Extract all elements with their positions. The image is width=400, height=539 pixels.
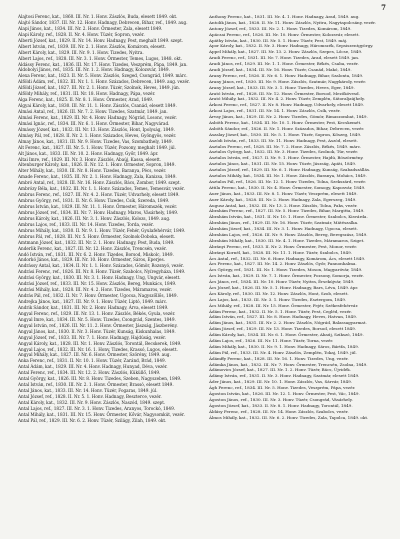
list-item: Asztalos Pál, ref., 1826. III. Nr. 12. 1. Honv. Tizedes, Tolna, Szekszárd, vezér. <box>209 178 367 184</box>
list-item: Andó István, ref., 1831. III. Nr. 6. 2. Honv. Tizedes, Borsod, Miskolc, 1849. <box>18 251 174 257</box>
list-item: Asztalos Mihály, kat., 1834. III. Nr. 1. Honv. Zászlós, Baranya, Mohács, 1849. <box>209 173 367 179</box>
list-item: Algyai Károly, kat., 1830. III. Nr. 11. 1. Honv. Zászlós, Csanád, elesett 1849. <box>18 103 177 109</box>
list-item: Ács Károly, ref., 1830. III. Nr. 12. Honv. Zászlós, Hont, Szob, elesett. <box>209 290 349 296</box>
list-item: Apor Károly, kat., 1832. II. Nr. 3. Honv. Hadnagy, Háromszék, Sepsiszentgyörgy. <box>209 43 374 49</box>
list-item: Asztalos József, ref., 1829. III. Nr. 6. 1. Honv. Hadnagy, Kunság, Szabadszállás. <box>209 167 371 173</box>
list-item: Angyal Ferenc, ref., 1829. III. Nr. 13. 1. Honv. Zászlós, Békés, Gyula, vezér. <box>18 310 176 316</box>
list-item: Angyal Mihály, kat., 1827. III. Nr. 6. Honv. Őrmester, Szörény, 1849. aug. <box>18 352 171 358</box>
list-item: Albert Károly, kat., 1829. III. Nr. 9. 1. Honv. Tizedes, Nyitra. <box>18 49 144 55</box>
list-item: Antal Mihály, kat., 1831. III. Nr. 15. Honv. Őrmester, Kővár, Nagysomkút, vezér. <box>18 411 185 417</box>
list-item: Antal Pál, ref., 1829. III. Nr. 6. 2. Honv. Tüzér, Szilágy, Zilah, 1849. okt. <box>18 417 167 423</box>
list-item: Albert István, ref., 1839. III. Nr. 2. 1. Honv. Zászlós, Komárom, elesett. <box>18 43 166 49</box>
list-item: Asbóth Sándor, ref., 1826. II. Nr. 1. Honv. Százados, Bihar, Debrecen, vezér. <box>209 125 365 131</box>
list-item: Asbóth Ferenc, kat., 1834. III. Nr. 10. 1. Honv. Őrmester, Pest, Kecskemét. <box>209 120 362 126</box>
list-item: Aldássy Ferenc, kat., 1836. III. Nr. 17. Honv. Tizedes, Veszprém, Pápa, 1849. jan. <box>18 61 188 67</box>
list-item: Aradi József, kat., 1834. III. Nr. 16. Honv. Tüzér, Csanád, Makó, 1849. <box>209 67 352 73</box>
list-item: Almay János, kat., 1831. III. Nr. 9. Honv. Tizedes, Vas, Szombathely, 1849. <box>18 138 173 144</box>
list-item: Alföldy Mihály, ref., 1831. III. Nr. 18. Honv. Hadnagy, Pápa, vezér. <box>18 91 156 97</box>
list-item: Ádám Ferenc, kat., 1832. II. Nr. 5. 1. Honv. Tüzér, Pest, Cegléd, vezér. <box>209 308 352 314</box>
list-item: Árkosi Ferenc, ref., 1827. II. Nr. 8. Honv. Hadnagy, Udvarhely, elesett 1849. <box>209 102 365 108</box>
list-item: Amtmann József, kat., 1832. III. Nr. 2. 1. Honv. Hadnagy, Pest, Buda, 1849. <box>18 239 175 245</box>
list-item: Apáthy István, kat., 1830. III. Nr. 5. 1. Honv. Tüzér, Pest, 1849. máj. <box>209 37 348 43</box>
list-item: Alajtosi Ferenc, kat., 1860. III. Nr. 1. Honv. Zászlós, Buda, elesett 1849. okt. <box>18 14 178 19</box>
list-item: Auer Károly, kat., 1828. III. Nr. 2. Honv. Hadnagy, Zala, Egerszeg, 1849. <box>209 196 357 202</box>
right-column <box>209 14 392 534</box>
list-item: Andrási György, kat., 1830. III. Nr. 3. 1. Honv. Hadnagy, Ung, Ungvár, elesett. <box>18 275 181 281</box>
list-item: Ambrózy Béla, kat., 1832. III. Nr. 1. 1. Honv. Százados, Temes, Temesvár, vezér. <box>18 186 185 192</box>
list-item: Ádám Károly, kat., 1834. III. Nr. 6. 1. Honv. Őrmester, Abaúj, Szikszó, 1849. <box>209 332 364 338</box>
list-item: Anka Ferenc, ref., 1831. II. Nr. 10. 1. Honv. Tüzér, Zaránd, Brád, 1849. <box>18 358 167 364</box>
list-item: Alter Mihály, kat., 1830. III. Nr. 8. Honv. Tizedes, Baranya, Pécs, vezér. <box>18 168 167 174</box>
list-item: Arany Ferenc, ref., 1826. II. Nr. 6. 1. Honv. Hadnagy, Bihar, Szalonta, 1849. <box>209 72 364 78</box>
list-item: Ács József, kat., 1826. III. Nr. 5. 1. Honv. Hadnagy, Bars, Léva, 1849. ápr. <box>209 284 359 290</box>
list-item: Angyal Lajos, ref., 1832. III. Nr. 16. 1. Honv. Tizedes, Krassó, Lugos, elesett. <box>18 346 178 352</box>
list-item: Ambrus György, ref., 1831. II. Nr. 6. Honv. Tizedes, Csík, Szereda, 1849. <box>18 198 170 204</box>
list-item: Ács Mihály, ref., 1828. III. Nr. 15. Honv. Őrmester, Fejér, Székesfehérvár. <box>209 302 359 308</box>
list-item: Alajtó Sándor, 1837. III. Nr. 12. Honv. Hadnagy, Debrecen, Bihar, ref., 1849. aug. <box>18 19 188 25</box>
list-item: Árkosi Lajos, ref., 1831. III. Nr. 14. 1. Honv. Zászlós, Csík, vezér. <box>209 108 341 114</box>
list-item: Ábrahám Ferenc, ref., 1827. III. Nr. 5. Honv. Tizedes, Bihar, Margitta, 1849. <box>209 208 365 214</box>
list-item: Ambrus Lajos, ref., 1833. III. Nr. 14. Honv. Tizedes, Torda, vezér. <box>18 221 154 227</box>
list-item: Ábrányi Ferenc, ref., 1833. II. Nr. 2. Honv. Őrmester, Pest, Monor, vezér. <box>209 243 358 249</box>
list-item: Andrási József, ref., 1833. III. Nr. 15. Honv. Zászlós, Bereg, Munkács, 1849. <box>18 281 177 287</box>
list-item: Antal Lajos, ref., 1827. III. Nr. 3. 1. Honv. Tizedes, Aranyos, Torockó, 1849. <box>18 405 176 411</box>
list-item: Ács Lajos, kat., 1833. III. Nr. 3. 1. Honv. Tizedes, Esztergom, 1849. <box>209 296 347 302</box>
list-item: Almásy Pál, ref., 1828. II. Nr. 2. 1. Honv. Százados, Heves, Gyöngyös, vezér. <box>18 132 177 138</box>
list-item: Albert Lajos, ref., 1828. III. Nr. 3. 1. Honv. Őrmester, Temes, Lugos, 1848. okt. <box>18 55 183 61</box>
list-item: Asztalos György, kat., 1832. III. Nr. 3. Honv. Tizedes, Szolnok, Túr, vezér. <box>209 149 359 155</box>
list-item: Antony József, ref., 1833. III. Nr. 2. 1. Honv. Tizedes, Komárom, 1849. <box>209 25 352 31</box>
list-item: Antal Ferenc, ref., 1834. III. Nr. 12. 2. Honv. Zászlós, Küküllő, 1849. <box>18 370 161 376</box>
list-item: Árvay János, kat., 1829. III. Nr. 2. Honv. Tizedes, Gömör, Rimaszombat, 1849. <box>209 114 368 120</box>
list-item: Áldásy Ferenc, ref., 1828. III. Nr. 14. Honv. Zászlós, Szabolcs, vezér. <box>209 408 349 414</box>
list-item: Andorkó János, kat., 1829. III. Nr. 10. Honv. Őrmester, Sáros, Eperjes. <box>18 257 166 263</box>
list-item: Angyal János, kat., 1830. II. Nr. 3. Honv. Tüzér, Kunság, Kiskunhalas, 1849. <box>18 328 176 334</box>
list-item: Arató István, ref., 1828. III. Nr. 12. Honv. Őrmester, Borsod, Mezőkövesd. <box>209 90 360 96</box>
list-item: Antolik János, kat., 1828. II. Nr. 11. Honv. Zászlós, Nyitra, Nagytapolcsány, vezér. <box>209 19 376 25</box>
list-item: Anderlik Ferenc, kat., 1827. III. Nr. 12. Honv. Zászlós, Trencsén, vezér. <box>18 245 167 251</box>
list-item: Angyal József, ref., 1833. III. Nr. 7. 1. Honv. Hadnagy, Hajdúság, vezér. <box>18 334 166 340</box>
list-item: Ágoston János, ref., 1830. III. Nr. 3. Honv. Tüzér, Csongrád, Vásárhely. <box>209 396 353 402</box>
list-item: Arany János, ref., 1830. III. Nr. 9. Honv. Zászlós, Szatmár, Nagykároly, vezér. <box>209 78 367 84</box>
list-item: Ágh Ferenc, ref., 1834. III. Nr. 5. Honv. Tizedes, Veszprém, Pápa, vezér. <box>209 385 356 391</box>
list-item: Almási Ferenc, kat., 1829. III. Nr. 4. Honv. Hadnagy, Nógrád, Losonc, vezér. <box>18 114 177 120</box>
left-column <box>18 14 201 534</box>
list-item: Antal István, ref., 1830. III. Nr. 2. 1. Honv. Őrmester, Brassó, elesett 1849. <box>18 382 174 388</box>
list-item: Alföldi Ádám, ref., 1832. III. Nr. 1. 1. Honv. Százados, Debrecen, 1849. aug. vezér. <box>18 79 190 85</box>
list-item: Ács István, kat., 1829. II. Nr. 7. 1. Honv. Őrmester, Pozsony, Somorja, vezér. <box>209 273 364 279</box>
list-item: Aldobolyi János, ref., 1835. III. Nr. 1. 2. Honv. Hadnagy, Kolozsvár, 1849. <box>18 67 170 73</box>
list-item: Auer János, kat., 1833. III. Nr. 8. 1. Honv. Tüzér, Veszprém, elesett 1849. <box>209 190 358 196</box>
list-item: Anthony Ferenc, kat., 1831. III. Nr. 4. 1. Honv. Hadnagy, Arad, 1849. aug. <box>209 14 360 19</box>
list-item: Ádám Mihály, kat., 1830. II. Nr. 9. 1. Honv. Hadnagy, Sáros, Bártfa, 1849. <box>209 343 359 349</box>
list-item: Appel Mihály, kat., 1827. III. Nr. 13. 2. Honv. Zászlós, Szepes, Lőcse, 1849. <box>209 49 363 55</box>
list-item: Asztalos Ferenc, ref., 1828. III. Nr. 7. 2. Honv. Zászlós, Békés, 1849. márc. <box>209 143 362 149</box>
list-item: Andrejka János, kat., 1827. III. Nr. 9. 1. Honv. Tüzér, Liptó, 1849. márc. <box>18 299 168 304</box>
list-item: Andrássy Antal, kat., 1834. II. Nr. 1. 1. Honv. Százados, Gömör, Rozsnyó, vezér. <box>18 263 184 269</box>
list-item: Ádám János, kat., 1831. III. Nr. 2. 2. Honv. Zászlós, Nógrád, Balassagyarmat. <box>209 320 367 326</box>
list-item: Ács György, ref., 1831. III. Nr. 1. Honv. Tizedes, Moson, Magyaróvár, 1849. <box>209 267 363 273</box>
list-item: Ambrus Mihály, kat., 1830. II. Nr. 9. 1. Honv. Tüzér, Fehér, Gyulafehérvár, 1849. <box>18 227 186 233</box>
list-item: Antal József, ref., 1828. II. Nr. 5. 1. Honv. Hadnagy, Beszterce, vezér. <box>18 394 162 399</box>
list-item: Ádámka János, kat., 1832. III. Nr. 7. Honv. Őrmester, Trencsén, Zsolna, 1849. <box>209 361 368 367</box>
list-item: Ács Ferenc, kat., 1827. III. Nr. 14. 2. Honv. Zászlós, Győr, Pannonhalma. <box>209 261 357 267</box>
list-item: Attila Ferenc, kat., 1830. II. Nr. 4. Honv. Őrmester, Somogy, Kaposvár, 1849. <box>209 184 366 190</box>
list-item: Apáczai Ferenc, ref., 1826. III. Nr. 10. Honv. Őrmester, Kolozsvár, elesett. <box>209 31 360 37</box>
list-item: Antal Ádám, kat., 1829. III. Nr. 4. Honv. Hadnagy, Hunyad, Déva, vezér. <box>18 364 168 370</box>
list-item: Ádámffy Ferenc, kat., 1828. III. Nr. 16. 1. Honv. Tizedes, Ung, vezér. <box>209 355 349 361</box>
page-number: 7 <box>381 3 386 12</box>
list-item: Ábrányi Kornél, kat., 1828. III. Nr. 11. 1. Honv. Tüzér, Szabolcs, 1849. <box>209 249 352 255</box>
list-item: Ábrahám János, ref., 1829. III. Nr. 16. Honv. Tüzér, Szatmár, Mátészalka. <box>209 220 359 226</box>
list-item: Ádám Lajos, ref., 1826. III. Nr. 11. Honv. Tüzér, Torna, vezér. <box>209 337 334 343</box>
list-item: Almási Ignác, ref., 1834. III. Nr. 6. 1. Honv. Őrmester, Bihar, Nagyvárad. <box>18 120 170 126</box>
list-item: Ács Antal, ref., 1832. III. Nr. 6. Honv. Hadnagy, Komárom, Ács, elesett 1849. <box>209 255 366 261</box>
list-item: Ádám István, ref., 1827. III. Nr. 8. Honv. Hadnagy, Heves, Hatvan, 1849. <box>209 314 357 320</box>
list-item: Alga Ferenc, kat., 1825. II. Nr. 8. 1. Honv. Őrmester, Arad, 1849. <box>18 97 154 103</box>
list-item: Angyal István, ref., 1826. III. Nr. 11. 2. Honv. Őrmester, Jászság, Jászberény. <box>18 322 178 328</box>
list-item: Altenburger Károly, kat., 1826. II. Nr. 12. 1. Honv. Őrmester, Sopron, 1849. <box>18 162 176 168</box>
list-item: Almássy József, kat., 1832. III. Nr. 13. Honv. Zászlós, Hont, Ipolyság, 1849. <box>18 126 175 132</box>
list-item: Ambrus József, ref., 1834. III. Nr. 7. Honv. Hadnagy, Maros, Vásárhely, 1849. <box>18 209 179 215</box>
list-item: Angyal Károly, kat., 1828. III. Nr. 1. Honv. Zászlós, Torontál, Becskerek, 1849. <box>18 340 182 346</box>
list-item: Ágoston István, kat., 1826. III. Nr. 12. 1. Honv. Őrmester, Pest, Vác, 1849. <box>209 391 360 396</box>
list-item: Ambró Antal, ref., 1828. III. Nr. 16. Honv. Zászlós, Bács, Zombor, 1849. szept. <box>18 180 181 186</box>
list-item: Ágoston József, kat., 1833. II. Nr. 8. 1. Honv. Hadnagy, Torontál, 1849. <box>209 402 353 408</box>
list-item: Asztalos István, ref., 1827. II. Nr. 9. 1. Honv. Őrmester, Hajdú, Böszörmény. <box>209 155 364 161</box>
list-item: Ács János, ref., 1834. III. Nr. 10. Honv. Tüzér, Nyitra, Érsekújvár, 1849. <box>209 279 355 285</box>
list-item: Asztalos János, kat., 1831. III. Nr. 15. Honv. Tüzér, Jászság, Apáti, 1849. <box>209 161 357 167</box>
list-item: Alberti József, kat., 1829. II. Nr. 14. Honv. Hadnagy, Pest, meghalt 1849. szept. <box>18 37 184 43</box>
list-item: Aszalay József, kat., 1830. III. Nr. 5. 1. Honv. Tüzér, Sopron, Kőszeg, 1849. <box>209 131 362 137</box>
list-item: Alt János, kat., 1833. III. Nr. 10. 2. Honv. Hadnagy, Győr, 1849. ápr. <box>18 150 159 156</box>
list-item: Antal János, kat., 1833. III. Nr. 14. Honv. Tüzér, Fogaras, 1849. júl. <box>18 388 158 394</box>
list-item: Angyal Imre, kat., 1834. III. Nr. 5. Honv. Tizedes, Csongrád, Szentes, 1849. <box>18 316 176 322</box>
list-item: Aradi János, ref., 1829. III. Nr. 1. 1. Honv. Őrmester, Békés, Csaba, vezér. <box>209 61 359 67</box>
list-item: Ábrahám József, kat., 1834. III. Nr. 3. 1. Honv. Hadnagy, Ugocsa, elesett. <box>209 226 358 232</box>
list-item: Antal György, kat., 1826. III. Nr. 8. Honv. Tizedes, Szeben, Nagyszeben, 1849. <box>18 376 182 382</box>
list-item: Ábrahám István, kat., 1831. II. Nr. 10. 1. Honv. Őrmester, Szabolcs, Kisvárda. <box>209 214 368 220</box>
list-item: Ádám Pál, ref., 1833. III. Nr. 4. Honv. Zászlós, Zemplén, Tokaj, 1849. júl. <box>209 349 357 355</box>
list-item: Ábrahám Mihály, kat., 1830. III. Nr. 4. 1. Honv. Tizedes, Máramaros, Sziget. <box>209 237 365 243</box>
list-item: Alapi János, kat., 1834. III. Nr. 2. Honv. Őrmester, Zala, elesett 1849. <box>18 25 163 31</box>
list-item: Ambrus István, kat., 1829. III. Nr. 11. 1. Honv. Őrmester, Háromszék, vezér. <box>18 204 178 209</box>
list-item: Andrási Ferenc, ref., 1826. III. Nr. 8. Honv. Tüzér, Szabolcs, Nyíregyháza, 1849. <box>18 269 186 275</box>
list-item: Ambrus Ferenc, ref., 1827. III. Nr. 4. 2. Honv. Tüzér, Udvarhely, elesett 1849. <box>18 192 180 198</box>
list-item: Altai Imre, ref., 1829. III. Nr. 3. Honv. Zászlós, Abaúj, Kassa, elesett. <box>18 156 162 162</box>
list-item: Alapi Károly, ref., 1828. II. Nr. 4. Honv. Tüzér, Sopron, vezér. <box>18 31 145 37</box>
list-item: Arany József, kat., 1833. III. Nr. 3. 1. Honv. Tizedes, Heves, Eger, 1849. <box>209 84 355 90</box>
list-item: Alföldi József, kat., 1827. III. Nr. 2. 1. Honv. Tüzér, Szolnok, Heves, 1849. jún. <box>18 85 181 91</box>
list-item: Aradi Ferenc, ref., 1831. III. Nr. 7. Honv. Tizedes, Arad, elesett 1849. jan. <box>209 55 360 61</box>
list-item: Aszódi István, ref., 1833. III. Nr. 11. Honv. Hadnagy, Pest, Aszód, elesett. <box>209 137 359 143</box>
list-item: Ambrus Károly, kat., 1826. III. Nr. 3. 1. Honv. Zászlós, Kolozs, 1849. aug. <box>18 215 171 221</box>
list-item: Ambrus Pál, ref., 1828. III. Nr. 5. Honv. Őrmester, Szolnok-Doboka, elesett. <box>18 233 176 239</box>
list-item: Andrási Mihály, kat., 1828. III. Nr. 4. 2. Honv. Tizedes, Máramaros, vezér. <box>18 287 172 293</box>
list-item: Antal Károly, kat., 1832. III. Nr. 9. Honv. Zászlós, Naszód, 1849. szept. <box>18 399 166 405</box>
list-item: Alt Ferenc, kat., 1827. III. Nr. 5. 1. Honv. Tüzér, Pozsony, meghalt 1849. júl. <box>18 144 176 150</box>
list-item: Ádámy István, ref., 1831. II. Nr. 3. Honv. Hadnagy, Szatmár, elesett 1849. <box>209 373 360 379</box>
list-item: Ádámovics József, kat., 1827. III. Nr. 1. 2. Honv. Tüzér, Bács, Újvidék. <box>209 367 352 373</box>
columns <box>18 14 392 534</box>
list-item: Álmos Mihály, kat., 1832. III. Nr. 6. 2. Honv. Tizedes, Zala, Tapolca, 1849. okt. <box>209 414 369 420</box>
list-item: Ádám József, ref., 1829. III. Nr. 13. Honv. Tizedes, Borsod, elesett 1849. <box>209 326 357 332</box>
list-item: Amade Ferenc, kat., 1835. III. Nr. 2. 1. Honv. Hadnagy, Zala, Kanizsa, 1849. <box>18 174 177 180</box>
list-item: Alexa Ferenc, kat., 1823. II. Nr. 5. Honv. Zászlós, Szeged, Csongrád, 1849. márc. <box>18 73 188 79</box>
list-item: András Pál, ref., 1832. II. Nr. 7. Honv. Őrmester, Ugocsa, Nagyszőllős, 1849. <box>18 293 178 299</box>
list-item: Andrik Sándor, kat., 1831. III. Nr. 2. Honv. Hadnagy, Árva, elesett 1849. <box>18 304 169 310</box>
list-item: Almási Antal, ref., 1826. III. Nr. 7. 2. Honv. Tizedes, Szatmár, 1849. jan. <box>18 109 168 114</box>
list-item: Augusz Antal, kat., 1832. III. Nr. 13. 2. Honv. Zászlós, Tolna, Paks, vezér. <box>209 202 358 208</box>
list-item: Ábrahám Lajos, ref., 1826. III. Nr. 9. Honv. Zászlós, Bereg, Beregszász, 1849. <box>209 231 368 237</box>
list-item: Arató Mihály, kat., 1832. III. Nr. 4. 2. Honv. Tüzér, Zemplén, Sátoraljaújhely. <box>209 96 365 102</box>
list-item: Áder János, kat., 1829. III. Nr. 10. 1. Honv. Zászlós, Vas, Sárvár, 1849. <box>209 379 353 385</box>
